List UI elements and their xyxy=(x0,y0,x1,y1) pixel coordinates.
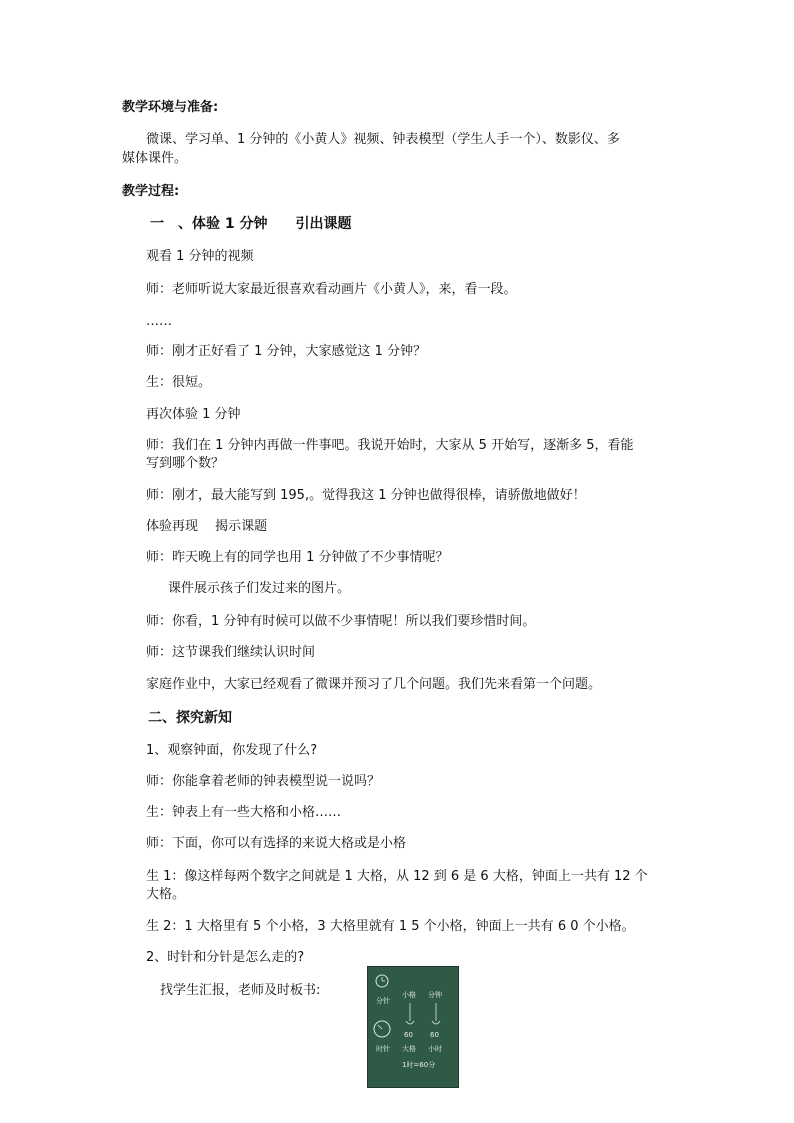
blackboard-drawing xyxy=(368,967,458,1087)
paragraph: 生 2：1 大格里有 5 个小格，3 大格里就有 1 5 个小格，钟面上一共有 6 0 个小格。 xyxy=(146,919,635,934)
paragraph: 写到哪个数？ xyxy=(146,456,225,471)
paragraph: 大格。 xyxy=(146,887,186,902)
paragraph: 师：昨天晚上有的同学也用 1 分钟做了不少事情呢？ xyxy=(146,550,449,565)
board-text-hour: 小时 xyxy=(428,1045,442,1053)
paragraph: 再次体验 1 分钟 xyxy=(146,407,241,422)
paragraph: 找学生汇报，老师及时板书: xyxy=(160,983,321,998)
env-text-line-1: 微课、学习单、1 分钟的《小黄人》视频、钟表模型（学生人手一个）、数影仪、多 xyxy=(146,132,620,147)
board-text-equation: 1时=60分 xyxy=(402,1061,436,1069)
paragraph: …… xyxy=(146,314,172,329)
paragraph: 师：刚才正好看了 1 分钟，大家感觉这 1 分钟？ xyxy=(146,344,427,359)
paragraph: 师：你看，1 分钟有时候可以做不少事情呢！所以我们要珍惜时间。 xyxy=(146,614,536,629)
paragraph: 师：我们在 1 分钟内再做一件事吧。我说开始时，大家从 5 开始写，逐渐多 5，看能 xyxy=(146,438,634,453)
paragraph: 师：这节课我们继续认识时间 xyxy=(146,645,316,660)
section-1-heading: 一 、体验 1 分钟 引出课题 xyxy=(150,216,352,232)
paragraph: 体验再现 揭示课题 xyxy=(146,519,268,534)
process-heading: 教学过程: xyxy=(122,184,180,199)
paragraph: 课件展示孩子们发过来的图片。 xyxy=(168,581,351,596)
paragraph: 师：下面，你可以有选择的来说大格或是小格 xyxy=(146,836,407,851)
paragraph: 师：刚才，最大能写到 195,。觉得我这 1 分钟也做得很棒，请骄傲地做好！ xyxy=(146,488,586,503)
board-text-minute: 分钟 xyxy=(428,991,442,999)
board-text-hour-hand: 时针 xyxy=(376,1045,390,1053)
section-2-heading: 二、探究新知 xyxy=(148,710,232,726)
board-text-small-grid: 小格 xyxy=(402,991,416,999)
paragraph: 1、观察钟面，你发现了什么? xyxy=(146,743,318,758)
env-text-line-2: 媒体课件。 xyxy=(122,151,188,166)
blackboard-photo xyxy=(367,966,459,1088)
paragraph: 观看 1 分钟的视频 xyxy=(146,249,254,264)
board-text-60b: 60 xyxy=(430,1031,439,1039)
paragraph: 生：很短。 xyxy=(146,375,212,390)
paragraph: 生：钟表上有一些大格和小格…… xyxy=(146,805,342,820)
paragraph: 生 1：像这样每两个数字之间就是 1 大格，从 12 到 6 是 6 大格，钟面上一共有 12 个 xyxy=(146,869,648,884)
paragraph: 师：你能拿着老师的钟表模型说一说吗？ xyxy=(146,774,381,789)
env-heading: 教学环境与准备: xyxy=(122,100,219,115)
board-text-minute-hand: 分针 xyxy=(376,997,390,1005)
board-text-60a: 60 xyxy=(404,1031,413,1039)
paragraph: 家庭作业中，大家已经观看了微课并预习了几个问题。我们先来看第一个问题。 xyxy=(146,677,602,692)
paragraph: 师：老师听说大家最近很喜欢看动画片《小黄人》，来，看一段。 xyxy=(146,282,517,297)
paragraph: 2、时针和分针是怎么走的? xyxy=(146,950,305,965)
board-text-big-grid: 大格 xyxy=(402,1045,416,1053)
